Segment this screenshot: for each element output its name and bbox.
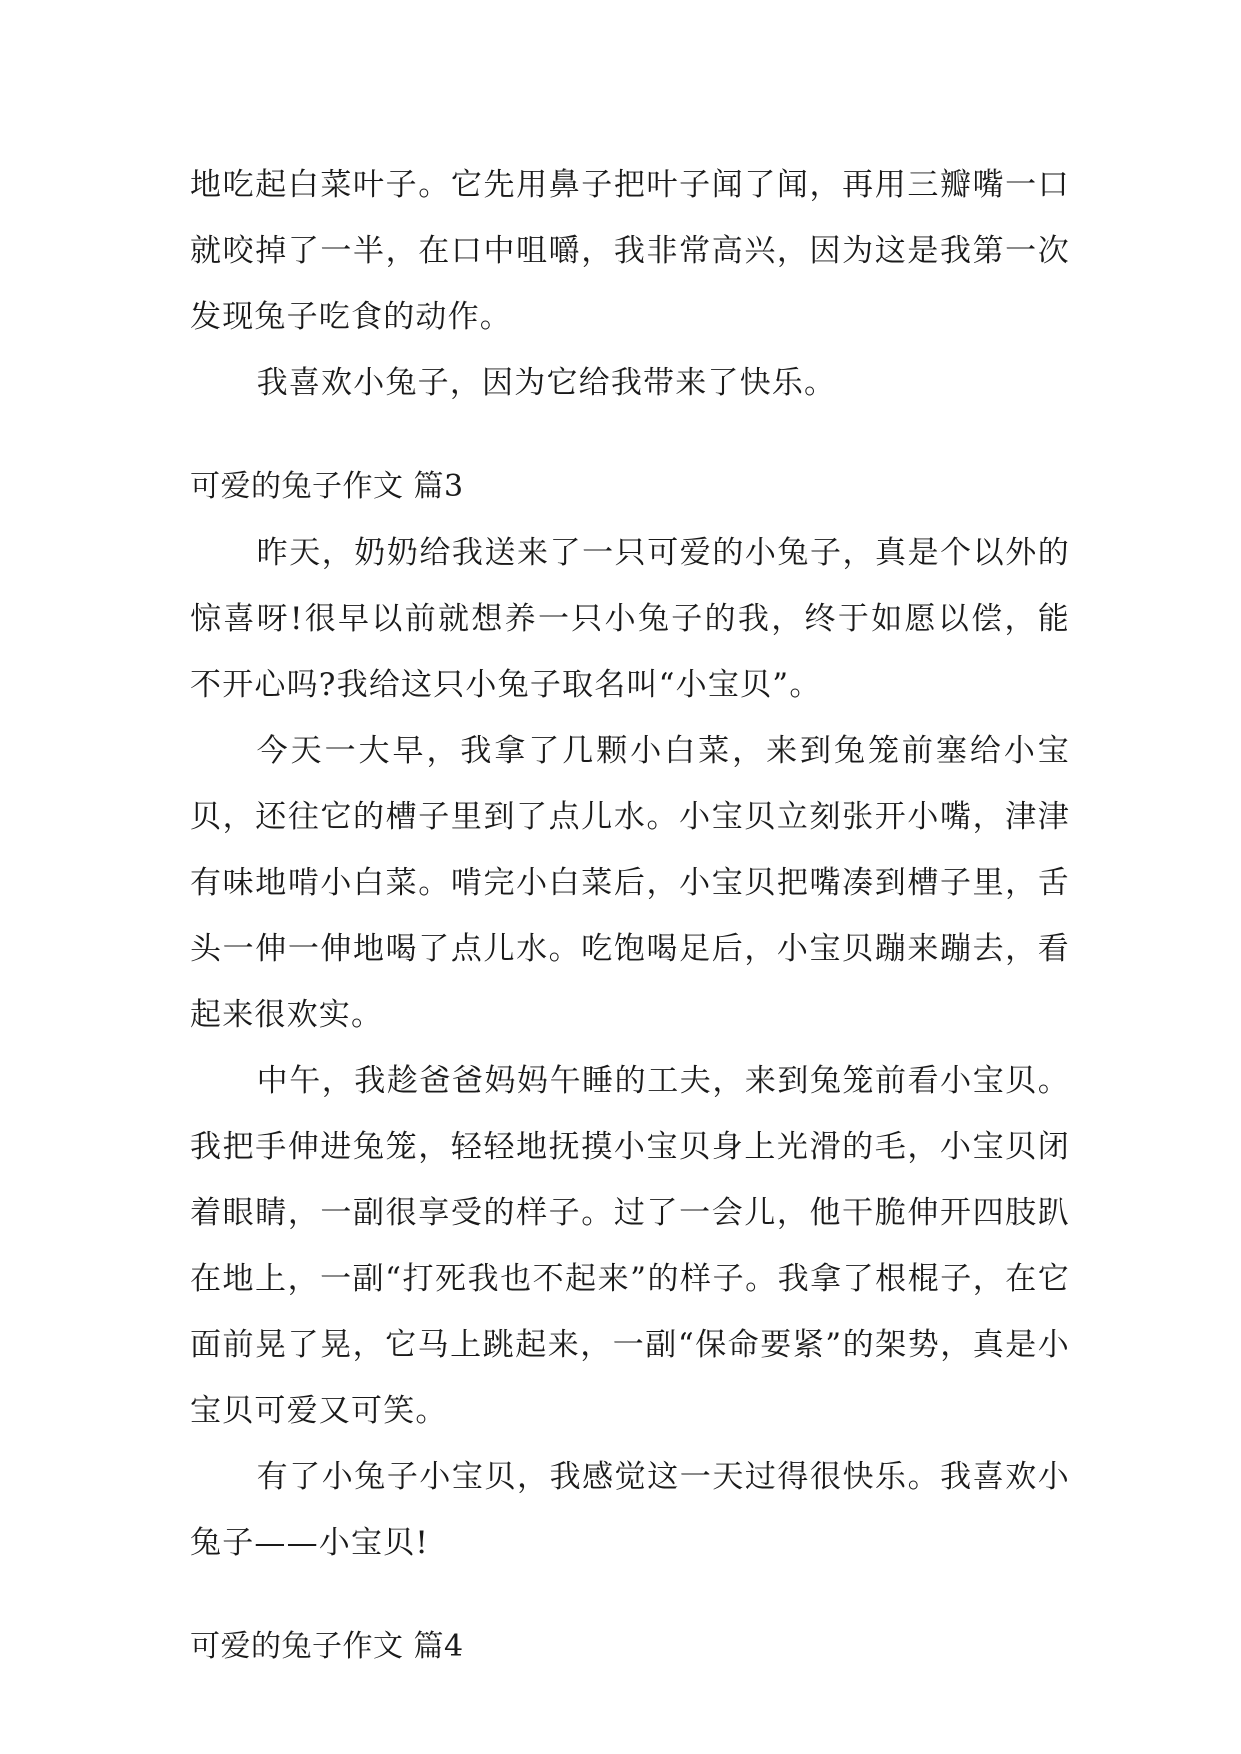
document-page xyxy=(190,152,1070,1680)
paragraph: 中午，我趁爸爸妈妈午睡的工夫，来到兔笼前看小宝贝。我把手伸进兔笼，轻轻地抚摸小宝贝身上光滑的毛，小宝贝闭着眼睛，一副很享受的样子。过了一会儿，他干脆伸开四肢趴在地上，一副“打死我也不起来”的样子。我拿了根棍子，在它面前晃了晃，它马上跳起来，一副“保命要紧”的架势，真是小宝贝可爱又可笑。 xyxy=(190,1063,1070,1429)
paragraph: 我喜欢小兔子，因为它给我带来了快乐。 xyxy=(256,365,837,401)
paragraph: 昨天，奶奶给我送来了一只可爱的小兔子，真是个以外的惊喜呀!很早以前就想养一只小兔子的我，终于如愿以偿，能不开心吗?我给这只小兔子取名叫“小宝贝”。 xyxy=(190,535,1070,703)
paragraph: 有了小兔子小宝贝，我感觉这一天过得很快乐。我喜欢小兔子——小宝贝! xyxy=(190,1459,1070,1561)
section-gap xyxy=(190,1576,1070,1614)
section-heading: 可爱的兔子作文 篇4 xyxy=(190,1629,464,1664)
paragraph: 地吃起白菜叶子。它先用鼻子把叶子闻了闻，再用三瓣嘴一口就咬掉了一半，在口中咀嚼，我非常高兴，因为这是我第一次发现兔子吃食的动作。 xyxy=(190,167,1070,335)
section-gap xyxy=(190,416,1070,454)
section-heading: 可爱的兔子作文 篇3 xyxy=(190,469,464,504)
paragraph: 今天一大早，我拿了几颗小白菜，来到兔笼前塞给小宝贝，还往它的槽子里到了点儿水。小宝贝立刻张开小嘴，津津有味地啃小白菜。啃完小白菜后，小宝贝把嘴凑到槽子里，舌头一伸一伸地喝了点儿水。吃饱喝足后，小宝贝蹦来蹦去，看起来很欢实。 xyxy=(190,733,1070,1033)
